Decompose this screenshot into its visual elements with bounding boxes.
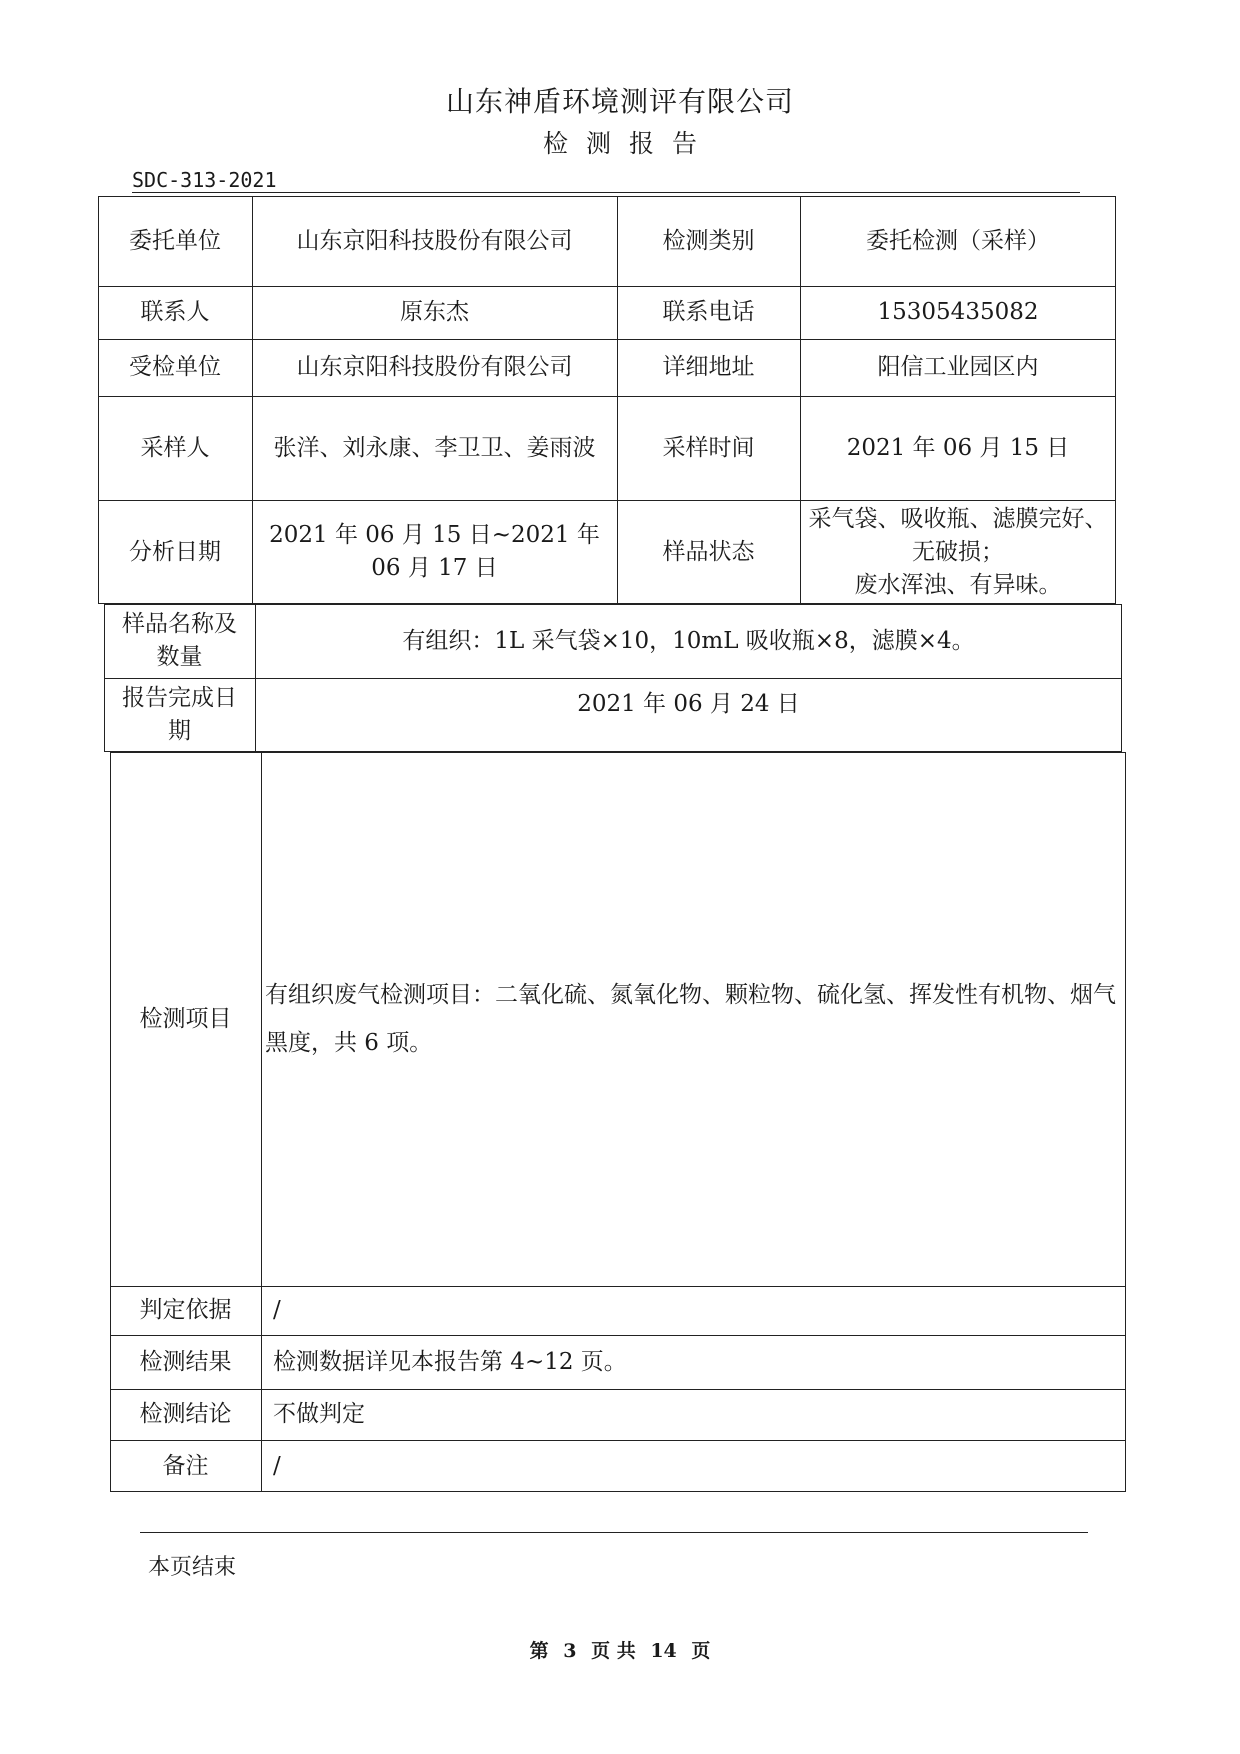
client-value: 山东京阳科技股份有限公司 [296, 227, 573, 254]
inspected-value: 山东京阳科技股份有限公司 [296, 354, 573, 380]
type-label: 检测类别 [662, 227, 755, 254]
remarks-value: / [273, 1452, 281, 1479]
basis-value: / [273, 1297, 281, 1323]
end-of-page-note: 本页结束 [148, 1555, 237, 1580]
items-value: 有组织废气检测项目：二氧化硫、氮氧化物、颗粒物、硫化氢、挥发性有机物、烟气黑度，共 6 项。 [265, 982, 1116, 1056]
result-value: 检测数据详见本报告第 4~12 页。 [273, 1348, 627, 1375]
inspected-label: 受检单位 [129, 354, 221, 380]
sampler-value: 张洋、刘永康、李卫卫、姜雨波 [273, 434, 596, 461]
status-value [800, 500, 1116, 604]
phone-label: 联系电话 [662, 299, 755, 325]
result-label: 检测结果 [139, 1348, 232, 1375]
page-suffix: 页 [691, 1640, 711, 1662]
page-mid: 页 共 [591, 1640, 636, 1662]
phone-value: 15305435082 [877, 299, 1039, 325]
items-label: 检测项目 [139, 1005, 232, 1032]
analysis-label: 分析日期 [129, 538, 221, 565]
page-number [0, 1636, 1240, 1663]
remarks-label: 备注 [162, 1452, 209, 1479]
contact-label: 联系人 [140, 299, 210, 325]
company-name: 山东神盾环境测评有限公司 [445, 85, 794, 118]
sample-name-value: 有组织：1L 采气袋×10，10mL 吸收瓶×8，滤膜×4。 [402, 627, 975, 654]
contact-value: 原东杰 [400, 299, 469, 325]
report-date-label: 报告完成日期 [122, 685, 237, 744]
status-value-line-1: 采气袋、吸收瓶、滤膜完好、无破损； [808, 505, 1108, 565]
header-rule [132, 192, 1080, 193]
document-title: 检测报告 [542, 129, 715, 158]
page-current: 3 [563, 1640, 577, 1662]
footer-rule [140, 1532, 1088, 1533]
page-prefix: 第 [529, 1640, 549, 1662]
status-value-line-2: 废水浑浊、有异味。 [854, 571, 1062, 598]
report-date-value: 2021 年 06 月 24 日 [577, 691, 800, 717]
sampler-label: 采样人 [140, 434, 210, 461]
type-value: 委托检测（采样） [866, 227, 1050, 254]
basis-label: 判定依据 [139, 1297, 232, 1323]
page-total: 14 [650, 1640, 677, 1662]
status-label: 样品状态 [662, 538, 755, 565]
conclusion-value: 不做判定 [273, 1401, 365, 1427]
sample-time-value: 2021 年 06 月 15 日 [846, 434, 1070, 461]
analysis-value: 2021 年 06 月 15 日~2021 年 06 月 17 日 [269, 522, 600, 581]
sample-name-label: 样品名称及数量 [122, 611, 237, 670]
client-label: 委托单位 [129, 227, 221, 254]
address-value: 阳信工业园区内 [877, 354, 1039, 380]
address-label: 详细地址 [662, 354, 755, 380]
conclusion-label: 检测结论 [139, 1401, 232, 1427]
sample-time-label: 采样时间 [662, 434, 755, 461]
document-number: SDC-313-2021 [132, 168, 277, 192]
